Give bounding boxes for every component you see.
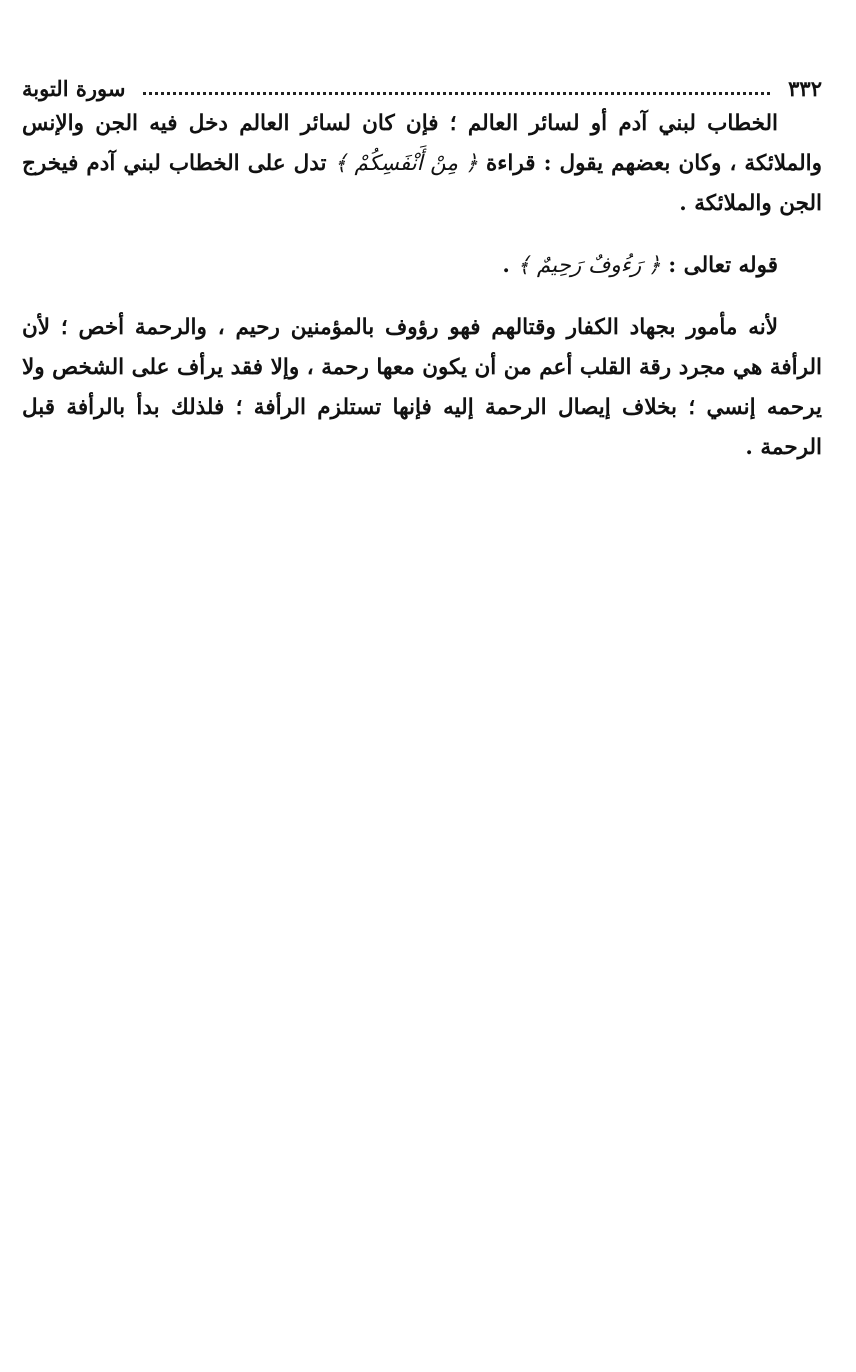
- quote-end: .: [502, 253, 510, 278]
- dotted-header-rule: [143, 92, 770, 95]
- running-header: [22, 60, 822, 104]
- surah-title: سورة التوبة: [22, 76, 126, 101]
- page-body: [22, 104, 822, 468]
- paragraph-verse-quote: [22, 246, 822, 286]
- paragraph-text: الخطاب لبني آدم أو لسائر العالم ؛ فإن كان لسائر العالم دخل فيه الجن والإنس والملائكة ، وكان بعضهم يقول : قراءة: [22, 111, 822, 176]
- quran-verse-rauf-rahim: ﴿ رَءُوفٌ رَحِيمٌ ﴾: [517, 253, 661, 278]
- paragraph-text: تدل على الخطاب لبني آدم فيخرج الجن والملائكة .: [22, 151, 822, 216]
- paragraph-khitab: [22, 104, 822, 224]
- quran-verse-min-anfusikum: ﴿ مِنْ أَنْفَسِكُمْ ﴾: [334, 151, 478, 176]
- quote-intro: قوله تعالى :: [668, 253, 778, 278]
- book-page: [22, 60, 822, 468]
- paragraph-text: لأنه مأمور بجهاد الكفار وقتالهم فهو رؤوف بالمؤمنين رحيم ، والرحمة أخص ؛ لأن الرأفة هي مجرد رقة القلب أعم من أن يكون معها رحمة ، وإلا فقد يرأف على الشخص ولا يرحمه إنسي ؛ بخلاف إيصال الرحمة إليه فإنها تستلزم الرأفة ؛ فلذلك بدأ بالرأفة قبل الرحمة .: [22, 315, 822, 460]
- paragraph-rafa-rahma: [22, 308, 822, 468]
- page-number: ٣٣٢: [788, 76, 822, 101]
